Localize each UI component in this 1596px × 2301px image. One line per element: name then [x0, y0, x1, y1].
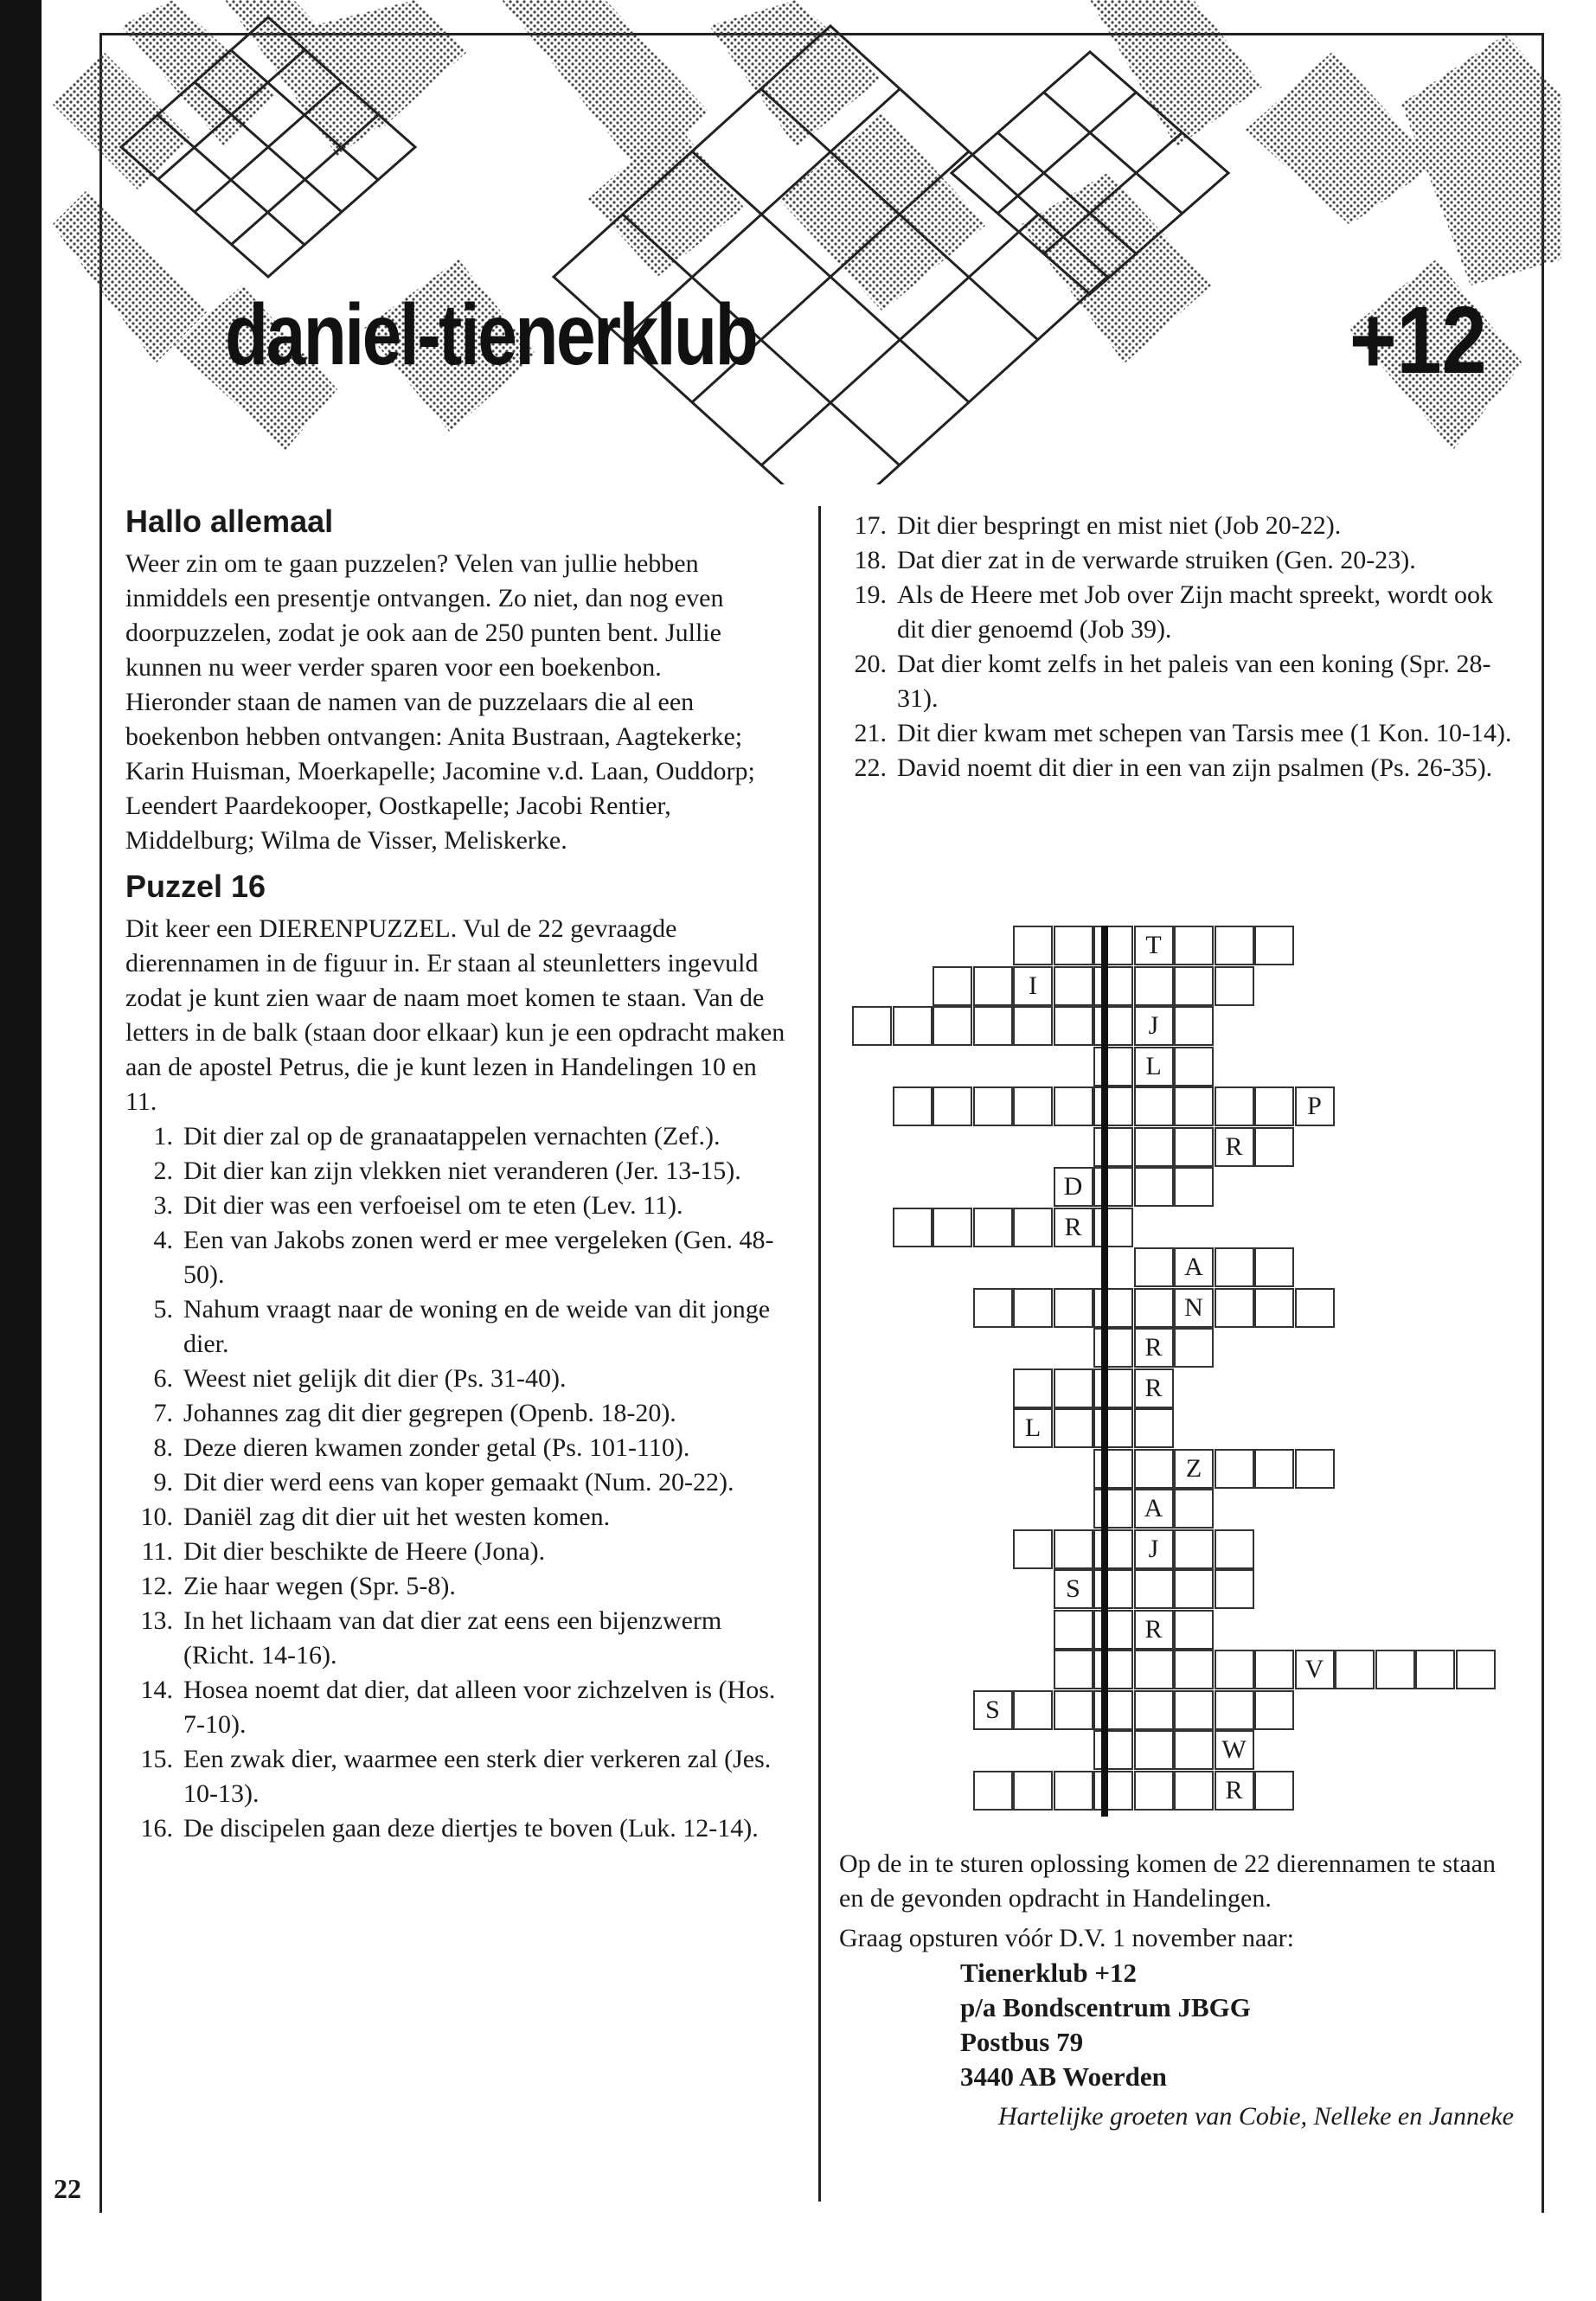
- grid-cell[interactable]: [1134, 1127, 1174, 1167]
- grid-cell[interactable]: [1054, 1610, 1093, 1650]
- grid-cell[interactable]: [1093, 1569, 1133, 1609]
- grid-cell[interactable]: [1013, 1288, 1053, 1328]
- grid-cell[interactable]: [1174, 1006, 1214, 1046]
- grid-cell[interactable]: [1254, 1690, 1294, 1730]
- grid-cell[interactable]: [973, 1208, 1013, 1247]
- grid-cell[interactable]: [1093, 1650, 1133, 1689]
- grid-cell[interactable]: [1174, 1650, 1214, 1689]
- grid-cell[interactable]: Z: [1174, 1449, 1214, 1489]
- grid-cell[interactable]: [1093, 1449, 1133, 1489]
- clue-item: [125, 1396, 792, 1431]
- grid-cell[interactable]: [1174, 1127, 1214, 1167]
- grid-cell[interactable]: [1215, 1529, 1254, 1569]
- grid-cell[interactable]: [1254, 1127, 1294, 1167]
- grid-cell[interactable]: P: [1295, 1086, 1335, 1126]
- grid-cell[interactable]: [1013, 1690, 1053, 1730]
- clue-text: Dit dier bespringt en mist niet (Job 20-22).: [897, 511, 1342, 540]
- clue-text: Deze dieren kwamen zonder getal (Ps. 101-110).: [183, 1433, 690, 1462]
- banner-decoration: [52, 0, 1561, 484]
- grid-cell[interactable]: [852, 1006, 892, 1046]
- closing-text-1: Op de in te sturen oplossing komen de 22 dierennamen te staan en de gevonden opdracht in Handelingen.: [839, 1849, 1496, 1913]
- clue-text: Dit dier was een verfoeisel om te eten (Lev. 11).: [183, 1191, 683, 1220]
- grid-cell[interactable]: [1134, 1449, 1174, 1489]
- clue-number: 3.: [153, 1191, 173, 1220]
- grid-cell[interactable]: [933, 1208, 972, 1247]
- grid-cell[interactable]: [1215, 1086, 1254, 1126]
- clue-number: 8.: [153, 1433, 173, 1462]
- grid-cell[interactable]: [1093, 1167, 1133, 1207]
- clue-list-right: [839, 509, 1514, 785]
- grid-cell[interactable]: [1254, 926, 1294, 965]
- grid-cell[interactable]: [1174, 926, 1214, 965]
- clue-number: 17.: [854, 511, 887, 540]
- grid-cell[interactable]: [1054, 1006, 1093, 1046]
- grid-cell[interactable]: [1174, 1529, 1214, 1569]
- grid-cell[interactable]: [1013, 1006, 1053, 1046]
- clue-item: [839, 751, 1514, 785]
- page-spine: [0, 0, 42, 2301]
- grid-cell[interactable]: [1254, 1650, 1294, 1689]
- column-divider: [818, 506, 821, 2202]
- grid-cell[interactable]: [893, 1006, 933, 1046]
- grid-cell[interactable]: [1093, 1529, 1133, 1569]
- clue-item: [125, 1500, 792, 1535]
- grid-cell[interactable]: [1174, 1771, 1214, 1811]
- grid-cell[interactable]: V: [1295, 1650, 1335, 1689]
- address-line: Tienerklub +12: [960, 1958, 1137, 1988]
- grid-cell[interactable]: [1295, 1449, 1335, 1489]
- clue-text: Een van Jakobs zonen werd er mee vergeleken (Gen. 48-50).: [183, 1226, 774, 1289]
- clue-item: [839, 647, 1514, 716]
- clue-text: Weest niet gelijk dit dier (Ps. 31-40).: [183, 1364, 567, 1393]
- grid-cell[interactable]: [1054, 1288, 1093, 1328]
- clue-number: 6.: [153, 1364, 173, 1393]
- grid-cell[interactable]: [1054, 1690, 1093, 1730]
- clue-text: Een zwak dier, waarmee een sterk dier verkeren zal (Jes. 10-13).: [183, 1745, 772, 1808]
- grid-cell[interactable]: [1375, 1650, 1415, 1689]
- grid-cell[interactable]: [1215, 1247, 1254, 1287]
- grid-cell[interactable]: R: [1215, 1127, 1254, 1167]
- grid-cell[interactable]: [1295, 1288, 1335, 1328]
- clue-text: Dat dier komt zelfs in het paleis van een koning (Spr. 28-31).: [897, 650, 1491, 713]
- grid-cell[interactable]: D: [1054, 1167, 1093, 1207]
- grid-cell[interactable]: [1134, 1086, 1174, 1126]
- clue-item: [125, 1604, 792, 1673]
- grid-cell[interactable]: [1254, 1086, 1294, 1126]
- grid-cell[interactable]: [1134, 1730, 1174, 1770]
- grid-cell[interactable]: [1054, 1650, 1093, 1689]
- clue-number: 13.: [140, 1606, 173, 1635]
- signoff: Hartelijke groeten van Cobie, Nelleke en Janneke: [997, 2102, 1514, 2131]
- grid-cell[interactable]: [973, 966, 1013, 1006]
- page-number: 22: [54, 2173, 81, 2204]
- clue-number: 9.: [153, 1468, 173, 1497]
- crossword-grid: [852, 926, 1501, 1817]
- grid-cell[interactable]: [973, 1006, 1013, 1046]
- clue-number: 22.: [854, 753, 887, 782]
- grid-cell[interactable]: [1093, 1047, 1133, 1086]
- clue-text: Dit dier beschikte de Heere (Jona).: [183, 1537, 546, 1566]
- grid-cell[interactable]: [1254, 1771, 1294, 1811]
- intro-heading: Hallo allemaal: [125, 503, 334, 539]
- clue-item: [125, 1189, 792, 1223]
- grid-cell[interactable]: [1013, 1368, 1053, 1408]
- grid-cell[interactable]: [1174, 1047, 1214, 1086]
- clue-text: Dit dier werd eens van koper gemaakt (Num. 20-22).: [183, 1468, 734, 1497]
- clue-text: Daniël zag dit dier uit het westen komen.: [183, 1503, 611, 1531]
- grid-cell[interactable]: [1093, 1288, 1133, 1328]
- grid-cell[interactable]: [1013, 1529, 1053, 1569]
- grid-cell[interactable]: [1174, 966, 1214, 1006]
- grid-cell[interactable]: [1134, 1288, 1174, 1328]
- grid-cell[interactable]: [1093, 1408, 1133, 1448]
- clue-text: David noemt dit dier in een van zijn psalmen (Ps. 26-35).: [897, 753, 1493, 782]
- grid-cell[interactable]: [1215, 926, 1254, 965]
- grid-cell[interactable]: [1456, 1650, 1496, 1689]
- grid-cell[interactable]: [1054, 1529, 1093, 1569]
- grid-cell[interactable]: [1174, 1730, 1214, 1770]
- clue-text: Dit dier kwam met schepen van Tarsis mee (1 Kon. 10-14).: [897, 719, 1512, 747]
- right-column: [839, 509, 1514, 785]
- clue-item: [125, 1811, 792, 1846]
- grid-cell[interactable]: [1254, 1449, 1294, 1489]
- grid-cell[interactable]: A: [1134, 1489, 1174, 1529]
- age-badge: +12: [1349, 287, 1487, 394]
- grid-cell[interactable]: [1013, 1208, 1053, 1247]
- grid-cell[interactable]: [973, 1086, 1013, 1126]
- clue-item: [125, 1535, 792, 1569]
- grid-cell[interactable]: [1174, 1328, 1214, 1368]
- grid-cell[interactable]: [1254, 1247, 1294, 1287]
- clue-text: Als de Heere met Job over Zijn macht spreekt, wordt ook dit dier genoemd (Job 39).: [897, 580, 1493, 644]
- grid-cell[interactable]: [1335, 1650, 1375, 1689]
- grid-cell[interactable]: [1174, 1167, 1214, 1207]
- grid-cell[interactable]: [1134, 1247, 1174, 1287]
- grid-cell[interactable]: [1093, 1368, 1133, 1408]
- closing-text-2: Graag opsturen vóór D.V. 1 november naar:: [839, 1924, 1294, 1952]
- grid-cell[interactable]: [1254, 1288, 1294, 1328]
- left-column: [125, 502, 792, 1846]
- grid-cell[interactable]: [1215, 1288, 1254, 1328]
- grid-cell[interactable]: L: [1134, 1047, 1174, 1086]
- clue-number: 18.: [854, 546, 887, 574]
- grid-cell[interactable]: [1215, 1690, 1254, 1730]
- grid-cell[interactable]: R: [1134, 1610, 1174, 1650]
- clue-number: 1.: [153, 1122, 173, 1150]
- grid-cell[interactable]: [1054, 1368, 1093, 1408]
- clue-item: [125, 1431, 792, 1465]
- grid-cell[interactable]: [1174, 1690, 1214, 1730]
- clue-number: 20.: [854, 650, 887, 678]
- grid-cell[interactable]: S: [973, 1690, 1013, 1730]
- grid-cell[interactable]: [1013, 1086, 1053, 1126]
- grid-cell[interactable]: [1013, 1771, 1053, 1811]
- grid-cell[interactable]: [1134, 966, 1174, 1006]
- grid-cell[interactable]: [1093, 1610, 1133, 1650]
- grid-cell[interactable]: [933, 1006, 972, 1046]
- grid-cell[interactable]: [933, 966, 972, 1006]
- grid-cell[interactable]: [1054, 1771, 1093, 1811]
- clue-text: Johannes zag dit dier gegrepen (Openb. 18-20).: [183, 1399, 676, 1427]
- clue-text: Dat dier zat in de verwarde struiken (Gen. 20-23).: [897, 546, 1416, 574]
- grid-cell[interactable]: [1134, 1771, 1174, 1811]
- puzzle-instructions: Dit keer een DIERENPUZZEL. Vul de 22 gevraagde dierennamen in de figuur in. Er staan al steunletters ingevuld zodat je kunt zien waar de naam moet komen te staan. Van de letters in de balk (staan door elkaar) kun je een opdracht maken aan de apostel Petrus, die je kunt lezen in Handelingen 10 en 11.: [125, 914, 785, 1116]
- clue-number: 16.: [140, 1814, 173, 1843]
- clue-item: [839, 509, 1514, 543]
- closing-section: [839, 1847, 1514, 2134]
- grid-cell[interactable]: R: [1134, 1328, 1174, 1368]
- grid-cell[interactable]: [1093, 1730, 1133, 1770]
- clue-item: [839, 716, 1514, 751]
- grid-cell[interactable]: [1093, 1690, 1133, 1730]
- grid-cell[interactable]: [1134, 1167, 1174, 1207]
- address-line: p/a Bondscentrum JBGG: [960, 1992, 1251, 2022]
- grid-cell[interactable]: [1093, 1328, 1133, 1368]
- grid-cell[interactable]: [1215, 966, 1254, 1006]
- clue-text: Zie haar wegen (Spr. 5-8).: [183, 1572, 456, 1600]
- clue-item: [125, 1154, 792, 1189]
- grid-cell[interactable]: [1134, 1690, 1174, 1730]
- grid-cell[interactable]: [1134, 1569, 1174, 1609]
- clue-number: 7.: [153, 1399, 173, 1427]
- clue-item: [839, 543, 1514, 578]
- clue-item: [125, 1569, 792, 1604]
- grid-cell[interactable]: [1134, 1408, 1174, 1448]
- clue-text: Nahum vraagt naar de woning en de weide van dit jonge dier.: [183, 1295, 771, 1358]
- clue-item: [125, 1742, 792, 1811]
- grid-cell[interactable]: [1013, 926, 1053, 965]
- grid-cell[interactable]: [933, 1086, 972, 1126]
- intro-paragraph-1: Weer zin om te gaan puzzelen? Velen van jullie hebben inmiddels een presentje ontvangen. Zo niet, dan nog even doorpuzzelen, zodat je ook aan de 250 punten bent. Jullie kunnen nu weer verder sparen voor een boekenbon.: [125, 549, 724, 682]
- clue-text: Hosea noemt dat dier, dat alleen voor zichzelven is (Hos. 7-10).: [183, 1676, 776, 1739]
- clue-number: 5.: [153, 1295, 173, 1324]
- brand-title: daniel-tienerklub: [225, 286, 757, 383]
- clue-number: 11.: [141, 1537, 173, 1566]
- clue-item: [125, 1465, 792, 1500]
- clue-item: [125, 1223, 792, 1292]
- grid-cell[interactable]: [1093, 1086, 1133, 1126]
- postal-address: [960, 1956, 1514, 2094]
- clue-number: 2.: [153, 1157, 173, 1185]
- grid-cell[interactable]: [1054, 1408, 1093, 1448]
- clue-number: 21.: [854, 719, 887, 747]
- clue-number: 14.: [140, 1676, 173, 1704]
- grid-cell[interactable]: [1054, 966, 1093, 1006]
- grid-cell[interactable]: [1174, 1569, 1214, 1609]
- header-banner: [52, 0, 1561, 484]
- clue-number: 15.: [140, 1745, 173, 1773]
- grid-cell[interactable]: [1054, 1086, 1093, 1126]
- grid-cell[interactable]: [1215, 1569, 1254, 1609]
- grid-cell[interactable]: I: [1013, 966, 1053, 1006]
- grid-cell[interactable]: [1093, 1489, 1133, 1529]
- intro-paragraph-2: Hieronder staan de namen van de puzzelaars die al een boekenbon hebben ontvangen: Anita Bustraan, Aagtekerke; Karin Huisman, Moerkapelle; Jacomine v.d. Laan, Ouddorp; Leendert Paardekooper, Oostkapelle; Jacobi Rentier, Middelburg; Wilma de Visser, Meliskerke.: [125, 688, 755, 855]
- puzzle-heading: Puzzel 16: [125, 868, 266, 904]
- grid-cell[interactable]: [1054, 926, 1093, 965]
- grid-cell[interactable]: [1215, 1650, 1254, 1689]
- solution-bar: [1101, 926, 1108, 1817]
- grid-cell[interactable]: [1093, 926, 1133, 965]
- clue-item: [125, 1119, 792, 1154]
- grid-cell[interactable]: [973, 1771, 1013, 1811]
- grid-cell[interactable]: [1415, 1650, 1455, 1689]
- grid-cell[interactable]: [1093, 1127, 1133, 1167]
- grid-cell[interactable]: T: [1134, 926, 1174, 965]
- grid-cell[interactable]: J: [1134, 1006, 1174, 1046]
- clue-number: 19.: [854, 580, 887, 609]
- grid-cell[interactable]: R: [1215, 1771, 1254, 1811]
- grid-cell[interactable]: [1134, 1650, 1174, 1689]
- grid-cell[interactable]: [893, 1086, 933, 1126]
- grid-cell[interactable]: [1215, 1449, 1254, 1489]
- clue-item: [839, 578, 1514, 647]
- address-line: Postbus 79: [960, 2027, 1084, 2057]
- grid-cell[interactable]: [1093, 1208, 1133, 1247]
- clue-item: [125, 1292, 792, 1362]
- grid-cell[interactable]: S: [1054, 1569, 1093, 1609]
- clue-item: [125, 1673, 792, 1742]
- clue-item: [125, 1362, 792, 1396]
- grid-cell[interactable]: N: [1174, 1288, 1214, 1328]
- grid-cell[interactable]: L: [1013, 1408, 1053, 1448]
- clue-number: 4.: [153, 1226, 173, 1254]
- grid-cell[interactable]: [893, 1208, 933, 1247]
- grid-cell[interactable]: [1093, 1771, 1133, 1811]
- grid-cell[interactable]: R: [1054, 1208, 1093, 1247]
- grid-cell[interactable]: A: [1174, 1247, 1214, 1287]
- grid-cell[interactable]: [1093, 1006, 1133, 1046]
- grid-cell[interactable]: [1174, 1489, 1214, 1529]
- clue-text: In het lichaam van dat dier zat eens een bijenzwerm (Richt. 14-16).: [183, 1606, 722, 1670]
- address-line: 3440 AB Woerden: [960, 2061, 1167, 2092]
- grid-cell[interactable]: [1174, 1610, 1214, 1650]
- clue-list-left: [125, 1119, 792, 1846]
- clue-text: De discipelen gaan deze diertjes te boven (Luk. 12-14).: [183, 1814, 759, 1843]
- clue-number: 10.: [140, 1503, 173, 1531]
- clue-text: Dit dier kan zijn vlekken niet veranderen (Jer. 13-15).: [183, 1157, 741, 1185]
- clue-number: 12.: [140, 1572, 173, 1600]
- grid-cell[interactable]: [1093, 966, 1133, 1006]
- clue-text: Dit dier zal op de granaatappelen vernachten (Zef.).: [183, 1122, 721, 1150]
- grid-cell[interactable]: [1174, 1086, 1214, 1126]
- grid-cell[interactable]: [973, 1288, 1013, 1328]
- grid-cell[interactable]: J: [1134, 1529, 1174, 1569]
- grid-cell[interactable]: R: [1134, 1368, 1174, 1408]
- grid-cell[interactable]: W: [1215, 1730, 1254, 1770]
